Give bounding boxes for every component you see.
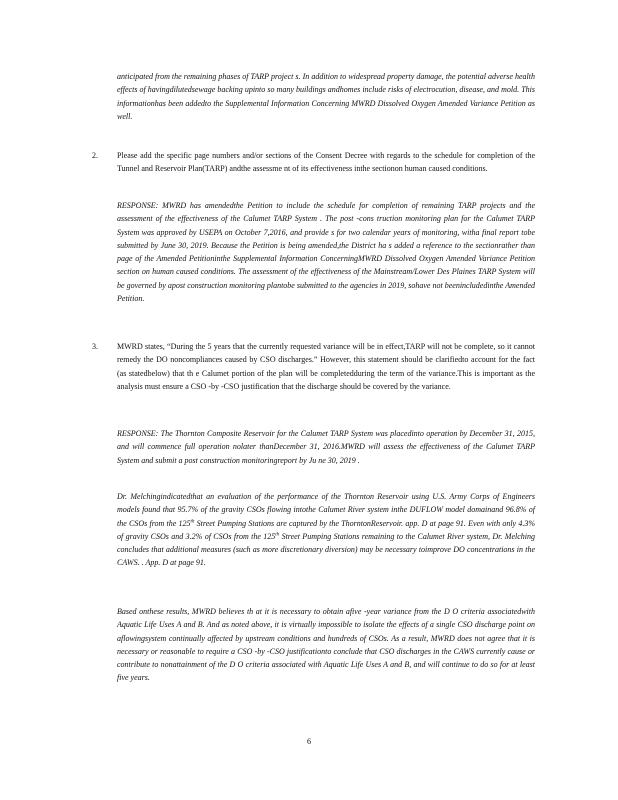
melching-part-1: Dr. Melchingindicatedthat an evaluation of the performance of the Thornton Reservoir using U.S. Army Corps of Engineers models found that 95.7% of the gravity CSOs flowing intothe Calumet River system inthe DUFLOW model domainand 96.8% of the CSOs from the 125 bbox=[117, 492, 535, 528]
melching-paragraph bbox=[117, 490, 535, 570]
item-3-number: 3. bbox=[92, 342, 98, 351]
superscript-th-1: th bbox=[190, 518, 195, 524]
item-2-comment: Please add the specific page numbers and/or sections of the Consent Decree with regards to the schedule for completion of the Tunnel and Reservoir Plan(TARP) andthe assessme nt of its effectiveness inthe sectionon human caused conditions. bbox=[117, 151, 535, 174]
conclusion-paragraph: Based onthese results, MWRD believes th at it is necessary to obtain afive -year variance from the D O criteria associatedwith Aquatic Life Uses A and B. And as noted above, it is virtually impossible to isolate the effects of a single CSO discharge point on aflowingsystem continually affected by upstream conditions and hundreds of CSOs. As a result, MWRD does not agree that it is necessary or reasonable to require a CSO -by -CSO justificationto conclude that CSO discharges in the CAWS currently cause or contribute to nonattainment of the D O criteria associated with Aquatic Life Uses A and B, and will continue to do so for at least five years. bbox=[117, 607, 535, 683]
page-number: 6 bbox=[307, 737, 311, 746]
melching-part-3: Street Pumping Stations remaining to the Calumet River system, Dr. Melching concludes that additional measures (such as more discretionary diversion) may be necessary toimprove DO concentrations in the CAWS. . App. D at page 91. bbox=[117, 531, 536, 568]
item-2-response: RESPONSE: MWRD has amendedthe Petition to include the schedule for completion of remaining TARP projects and the assessment of the effectiveness of the Calumet TARP System . The post -cons truction monitoring plan for the Calumet TARP System was approved by USEPA on October 7,2016, and provide s for two calendar years of monitoring, witha final report tobe submitted by June 30, 2019. Because the Petition is being amended,the District ha s added a reference to the sectionrather than page of the Amended Petitioninthe Supplemental Information ConcerningMWRD Dissolved Oxygen Amended Variance Petition section on human caused conditions. The assessment of the effectiveness of the Mainstream/Lower Des Plaines TARP System will be governed by apost construction monitoring plantobe submitted to the agencies in 2019, sohave not beenincludedinthe Amended Petition. bbox=[117, 201, 535, 304]
item-3-response: RESPONSE: The Thornton Composite Reservoir for the Calumet TARP System was placedinto operation by December 31, 2015, and will commence full operation nolater thanDecember 31, 2016.MWRD will assess the effectiveness of the Calumet TARP System and submit a post construction monitoringreport by Ju ne 30, 2019 . bbox=[117, 429, 535, 465]
continuation-paragraph: anticipated from the remaining phases of TARP project s. In addition to widespread property damage, the potential adverse health effects of havingdilutedsewage backing upinto so many buildings andhomes include risks of electrocution, disease, and mold. This informationhas been addedto the Supplemental Information Concerning MWRD Dissolved Oxygen Amended Variance Petition as well. bbox=[117, 72, 535, 121]
melching-part-2: Street Pumping Stations are captured by the ThorntonReservoir. app. D at page 91. Even with only 4.3% of gravity CSOs and 3.2% of CSOs from the 125 bbox=[117, 518, 536, 541]
item-2-number: 2. bbox=[92, 151, 98, 160]
superscript-th-2: th bbox=[275, 532, 280, 538]
item-3-comment: MWRD states, “During the 5 years that the currently requested variance will be in effect,TARP will not be complete, so it cannot remedy the DO noncompliances caused by CSO discharges.” However, this statement should be clarifiedto account for the fact (as statedbelow) that th e Calumet portion of the plan will be completedduring the term of the variance.This is important as the analysis must ensure a CSO -by -CSO justification that the discharge should be covered by the variance. bbox=[117, 342, 535, 391]
